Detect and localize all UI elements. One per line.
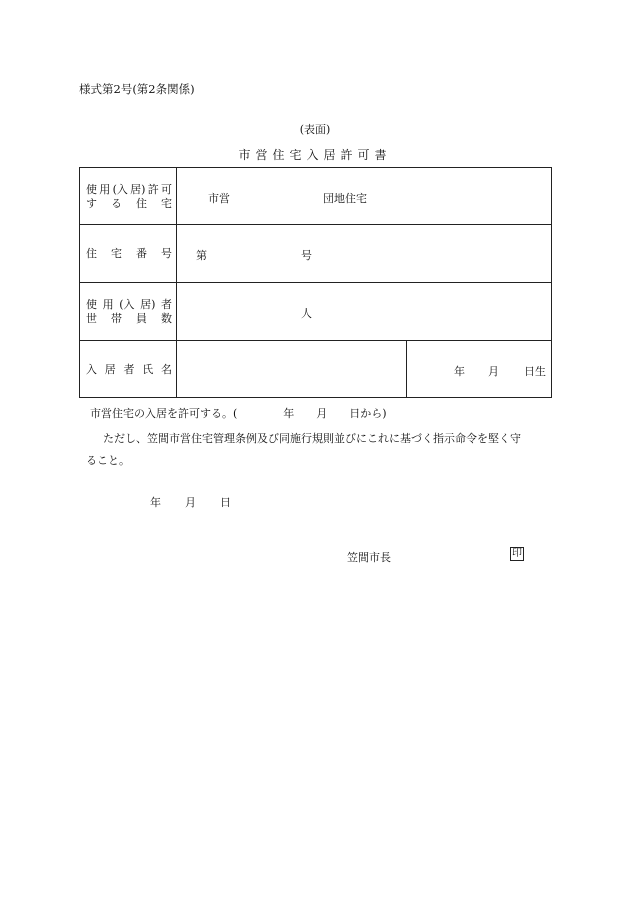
housing-complex-field: 団地住宅: [323, 192, 367, 205]
label-cell-housing: [80, 168, 177, 224]
label-line: [86, 197, 172, 210]
condition-note-line-1: ただし、笠間市営住宅管理条例及び同施行規則並びにこれに基づく指示命令を堅く守: [103, 432, 521, 445]
permit-year: 年: [283, 407, 295, 420]
label-char: 数: [161, 312, 172, 325]
permit-month: 月: [316, 407, 328, 420]
label-char: 宅: [111, 247, 122, 260]
label-char: 者: [123, 363, 135, 376]
label-char: 号: [161, 247, 172, 260]
table-row-housing: [80, 168, 551, 225]
label-char: 許: [147, 183, 159, 196]
label-char: 世: [86, 312, 97, 325]
table-row-resident-name: [80, 341, 551, 398]
label-char: 居): [130, 183, 146, 196]
label-char: 使: [86, 183, 97, 196]
permit-table: [79, 167, 552, 398]
unit-prefix: 第: [196, 249, 207, 262]
label-line: [86, 312, 172, 325]
form-number: 様式第2号(第2条関係): [79, 82, 195, 96]
label-char: 者: [160, 298, 172, 311]
label-char: 居): [140, 298, 156, 311]
issue-day: 日: [220, 496, 231, 509]
issue-date: [150, 494, 231, 510]
label-char: 帯: [111, 312, 122, 325]
name-birth-divider: [406, 341, 407, 398]
label-char: 住: [86, 247, 97, 260]
label-cell-household-size: [80, 283, 177, 340]
label-cell-resident-name: [80, 341, 177, 398]
label-char: す: [86, 197, 97, 210]
document-title: 市営住宅入居許可書: [238, 148, 392, 162]
label-line: [86, 183, 172, 196]
label-line: [86, 247, 172, 260]
label-char: 員: [136, 312, 147, 325]
birth-month-label: 月: [488, 365, 499, 378]
label-char: 氏: [142, 363, 154, 376]
table-row-household-size: [80, 283, 551, 341]
label-char: 名: [161, 363, 172, 376]
issue-year: 年: [150, 496, 161, 509]
label-char: 住: [136, 197, 147, 210]
issue-month: 月: [185, 496, 196, 509]
label-cell-unit-number: [80, 225, 177, 282]
label-char: 使: [86, 298, 97, 311]
label-char: 居: [104, 363, 116, 376]
permit-statement: [90, 405, 387, 421]
label-line: [86, 298, 172, 311]
label-char: 可: [161, 183, 172, 196]
label-char: 番: [136, 247, 147, 260]
label-char: 用: [102, 298, 114, 311]
label-char: 入: [86, 363, 97, 376]
label-char: 用: [99, 183, 111, 196]
condition-note-line-2: ること。: [86, 454, 130, 467]
birth-day-label: 日生: [524, 365, 546, 378]
side-label: (表面): [299, 123, 331, 136]
seal-box: 印: [512, 548, 522, 559]
label-char: 宅: [161, 197, 172, 210]
label-char: る: [111, 197, 122, 210]
birth-year-label: 年: [454, 365, 465, 378]
permit-text: 市営住宅の入居を許可する。(: [90, 407, 238, 420]
table-row-unit-number: [80, 225, 551, 283]
permit-day: 日から): [349, 407, 387, 420]
household-count-unit: 人: [301, 307, 312, 320]
label-char: (入: [112, 183, 128, 196]
unit-suffix: 号: [301, 249, 312, 262]
housing-city-field: 市営: [208, 192, 230, 205]
label-char: (入: [119, 298, 135, 311]
issuer-name: 笠間市長: [347, 551, 391, 564]
label-line: [86, 363, 172, 376]
